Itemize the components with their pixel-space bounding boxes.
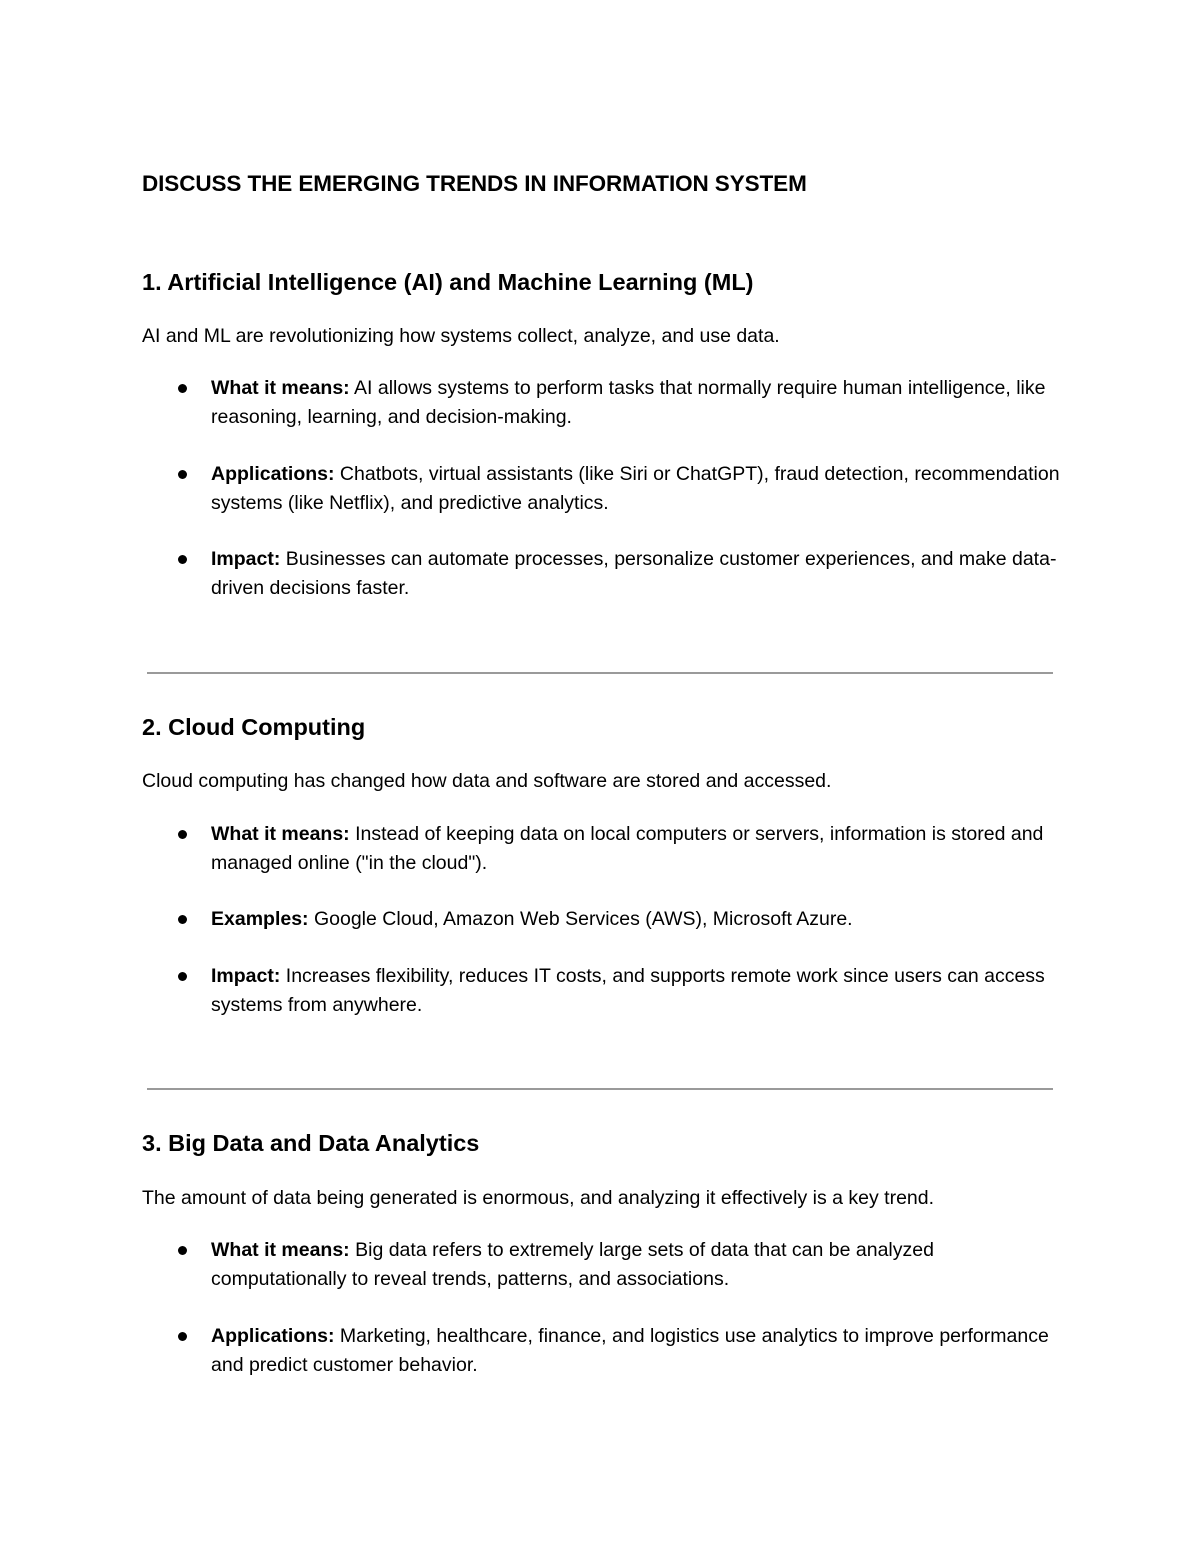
bullet-dot-icon: [178, 1246, 187, 1255]
bullet-text: [211, 1322, 1071, 1380]
bullet-text: [211, 374, 1071, 432]
bullet-description: AI allows systems to perform tasks that normally require human intelligence, like reasoning, learning, and decision-making.: [211, 377, 1046, 428]
bullet-term: What it means:: [211, 1239, 350, 1261]
bullet-text: [211, 905, 1071, 934]
bullet-term: What it means:: [211, 377, 350, 399]
section-intro: The amount of data being generated is enormous, and analyzing it effectively is a key trend.: [142, 1187, 935, 1209]
bullet-description: Increases flexibility, reduces IT costs, and supports remote work since users can access systems from anywhere.: [211, 965, 1045, 1016]
bullet-dot-icon: [178, 915, 187, 924]
bullet-description: Instead of keeping data on local computers or servers, information is stored and managed online ("in the cloud").: [211, 823, 1044, 874]
bullet-term: What it means:: [211, 823, 350, 845]
bullet-text: [211, 962, 1071, 1020]
section-heading: 2. Cloud Computing: [142, 714, 366, 740]
bullet-text: [211, 820, 1071, 878]
section-cloud-computing: [142, 712, 1072, 1016]
bullet-description: Marketing, healthcare, finance, and logistics use analytics to improve performance and predict customer behavior.: [211, 1325, 1049, 1376]
section-divider: [147, 1088, 1053, 1090]
bullet-dot-icon: [178, 555, 187, 564]
bullet-term: Impact:: [211, 548, 281, 570]
section-heading: 3. Big Data and Data Analytics: [142, 1130, 480, 1156]
bullet-dot-icon: [178, 1332, 187, 1341]
section-divider: [147, 672, 1053, 674]
bullet-description: Big data refers to extremely large sets of data that can be analyzed computationally to reveal trends, patterns, and associations.: [211, 1239, 934, 1290]
bullet-term: Examples:: [211, 908, 309, 930]
section-ai-ml: [142, 267, 1072, 599]
section-big-data: [142, 1128, 1072, 1376]
bullet-dot-icon: [178, 830, 187, 839]
section-intro: AI and ML are revolutionizing how systems collect, analyze, and use data.: [142, 325, 780, 347]
bullet-text: [211, 460, 1071, 518]
bullet-term: Applications:: [211, 1325, 335, 1347]
bullet-text: [211, 545, 1071, 603]
bullet-description: Google Cloud, Amazon Web Services (AWS), Microsoft Azure.: [308, 908, 853, 930]
bullet-term: Impact:: [211, 965, 281, 987]
bullet-dot-icon: [178, 470, 187, 479]
section-heading: 1. Artificial Intelligence (AI) and Machine Learning (ML): [142, 269, 754, 295]
bullet-text: [211, 1236, 1071, 1294]
bullet-term: Applications:: [211, 463, 335, 485]
bullet-dot-icon: [178, 972, 187, 981]
bullet-description: Chatbots, virtual assistants (like Siri or ChatGPT), fraud detection, recommendation systems (like Netflix), and predictive analytics.: [211, 463, 1060, 514]
bullet-dot-icon: [178, 384, 187, 393]
section-intro: Cloud computing has changed how data and software are stored and accessed.: [142, 770, 832, 792]
document-title: DISCUSS THE EMERGING TRENDS IN INFORMATION SYSTEM: [142, 171, 807, 196]
bullet-description: Businesses can automate processes, personalize customer experiences, and make data-driven decisions faster.: [211, 548, 1057, 599]
